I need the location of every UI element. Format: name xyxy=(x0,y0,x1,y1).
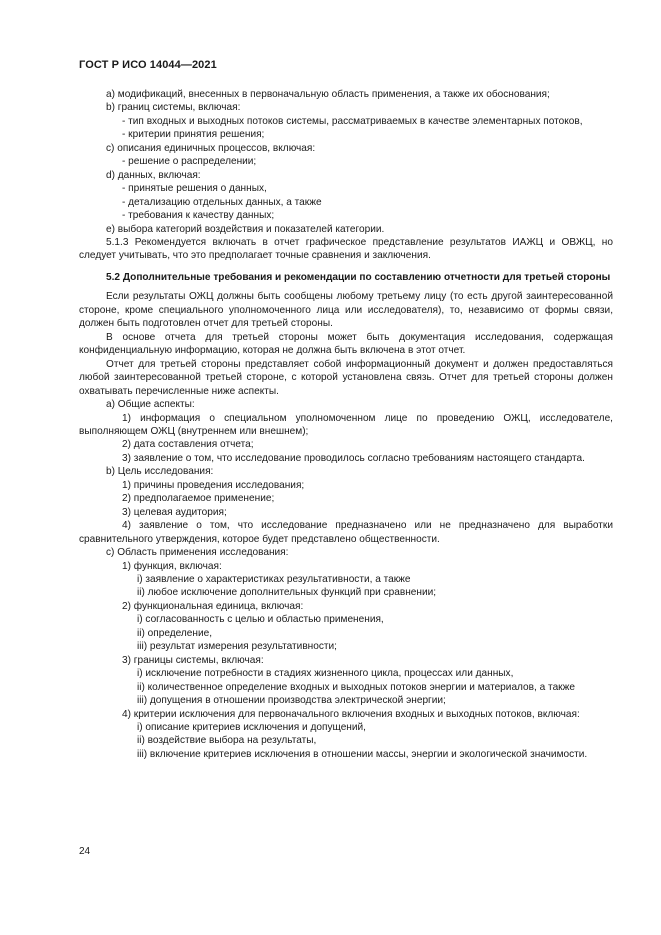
list-item: e) выбора категорий воздействия и показателей категории. xyxy=(106,223,385,235)
list-item: b) границ системы, включая: xyxy=(106,102,241,114)
section-heading: 5.2 Дополнительные требования и рекомендации по составлению отчетности для третьей стороны xyxy=(106,271,611,283)
document-body xyxy=(79,88,613,761)
list-item: 4) критерии исключения для первоначального включения входных и выходных потоков, включая: xyxy=(122,708,580,720)
list-item: ii) любое исключение дополнительных функций при сравнении; xyxy=(137,587,437,599)
list-item: i) описание критериев исключения и допущений, xyxy=(137,721,366,733)
list-item: 2) функциональная единица, включая: xyxy=(122,600,304,612)
list-item: ii) определение, xyxy=(137,627,213,639)
list-item: - критерии принятия решения; xyxy=(122,129,265,141)
paragraph: Отчет для третьей стороны представляет собой информационный документ и должен предоставляться любой заинтересованной третьей стороне, с которой установлена связь. Отчет для третьей стороны должен охватывать перечисленные ниже аспекты. xyxy=(79,358,613,397)
list-item: ii) воздействие выбора на результаты, xyxy=(137,735,317,747)
list-item: 2) предполагаемое применение; xyxy=(122,493,275,505)
list-item: iii) включение критериев исключения в отношении массы, энергии и экологической значимости. xyxy=(137,748,588,760)
list-item: а) модификаций, внесенных в первоначальную область применения, а также их обоснования; xyxy=(106,89,550,100)
list-item: iii) допущения в отношении производства электрической энергии; xyxy=(137,695,446,707)
list-item: 1) причины проведения исследования; xyxy=(122,479,305,491)
paragraph: 5.1.3 Рекомендуется включать в отчет графическое представление результатов ИАЖЦ и ОВЖЦ, но следует учитывать, что это предполагает точные сравнения и заключения. xyxy=(79,236,613,262)
list-item: а) Общие аспекты: xyxy=(106,399,195,411)
list-item: iii) результат измерения результативности; xyxy=(137,641,337,653)
list-item: d) данных, включая: xyxy=(106,169,201,181)
document-header: ГОСТ Р ИСО 14044—2021 xyxy=(79,59,217,71)
list-item: - детализацию отдельных данных, а также xyxy=(122,196,322,208)
list-item: - требования к качеству данных; xyxy=(122,210,275,222)
list-item: 1) функция, включая: xyxy=(122,560,222,572)
list-item: b) Цель исследования: xyxy=(106,466,214,478)
list-item: i) исключение потребности в стадиях жизненного цикла, процессах или данных, xyxy=(137,668,514,680)
list-item: 3) заявление о том, что исследование проводилось согласно требованиям настоящего стандарта. xyxy=(122,452,585,464)
list-item: c) Область применения исследования: xyxy=(106,547,289,559)
paragraph: В основе отчета для третьей стороны может быть документация исследования, содержащая конфиденциальную информацию, которая не должна быть включена в этот отчет. xyxy=(79,331,613,357)
list-item: 3) границы системы, включая: xyxy=(122,654,264,666)
list-item: i) согласованность с целью и областью применения, xyxy=(137,614,384,626)
list-item: c) описания единичных процессов, включая: xyxy=(106,142,316,154)
list-item: 4) заявление о том, что исследование предназначено или не предназначено для выработки сравнительного утверждения, которое будет представлено общественности. xyxy=(79,520,613,545)
list-item: 3) целевая аудитория; xyxy=(122,506,227,518)
list-item: ii) количественное определение входных и выходных потоков энергии и материалов, а также xyxy=(137,681,575,693)
list-item: - тип входных и выходных потоков системы, рассматриваемых в качестве элементарных потоков, xyxy=(122,115,583,127)
list-item: - принятые решения о данных, xyxy=(122,183,267,195)
list-item: 1) информация о специальном уполномоченном лице по проведению ОЖЦ, исследователе, выполняющем ОЖЦ (внутреннем или внешнем); xyxy=(79,412,613,438)
page-number: 24 xyxy=(79,846,91,857)
paragraph: Если результаты ОЖЦ должны быть сообщены любому третьему лицу (то есть другой заинтересованной стороне, кроме специального уполномоченного лица или исследователя), то, независимо от формы связи, должен быть подготовлен отчет для третьей стороны. xyxy=(79,291,613,330)
list-item: - решение о распределении; xyxy=(122,156,257,168)
list-item: 2) дата составления отчета; xyxy=(122,439,254,451)
list-item: i) заявление о характеристиках результативности, а также xyxy=(137,574,411,585)
